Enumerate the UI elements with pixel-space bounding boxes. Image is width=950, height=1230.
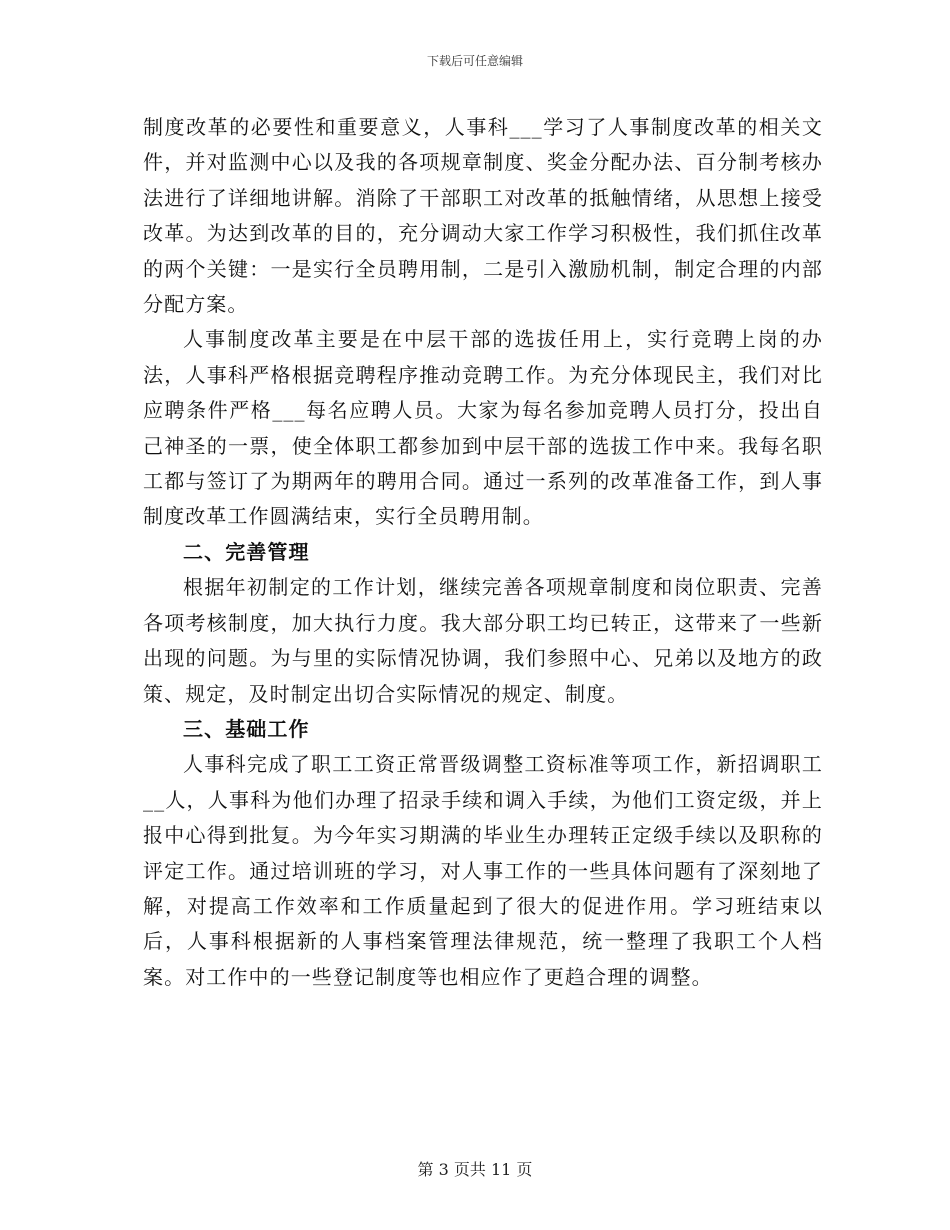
page-header: 下载后可任意编辑	[426, 54, 523, 68]
paragraph-basic-work: 人事科完成了职工工资正常晋级调整工资标准等项工作，新招调职工__人，人事科为他们办理了招录手续和调入手续，为他们工资定级，并上报中心得到批复。为今年实习期满的毕业生办理转正定级手续以及职称的评定工作。通过培训班的学习，对人事工作的一些具体问题有了深刻地了解，对提高工作效率和工作质量起到了很大的促进作用。学习班结束以后，人事科根据新的人事档案管理法律规范，统一整理了我职工个人档案。对工作中的一些登记制度等也相应作了更趋合理的调整。	[143, 752, 823, 989]
section-heading-basic-work: 三、基础工作	[183, 716, 310, 741]
paragraph-management: 根据年初制定的工作计划，继续完善各项规章制度和岗位职责、完善各项考核制度，加大执行力度。我大部分职工均已转正，这带来了一些新出现的问题。为与里的实际情况协调，我们参照中心、兄弟以及地方的政策、规定，及时制定出切合实际情况的规定、制度。	[143, 575, 823, 706]
page-number: 第 3 页共 11 页	[417, 1160, 533, 1179]
document-body	[143, 110, 823, 995]
section-heading-management: 二、完善管理	[183, 539, 310, 564]
paragraph-reform-significance: 制度改革的必要性和重要意义，人事科___学习了人事制度改革的相关文件，并对监测中心以及我的各项规章制度、奖金分配办法、百分制考核办法进行了详细地讲解。消除了干部职工对改革的抵触情绪，从思想上接受改革。为达到改革的目的，充分调动大家工作学习积极性，我们抓住改革的两个关键：一是实行全员聘用制，二是引入激励机制，制定合理的内部分配方案。	[143, 115, 823, 317]
paragraph-cadre-selection: 人事制度改革主要是在中层干部的选拔任用上，实行竞聘上岗的办法，人事科严格根据竞聘程序推动竞聘工作。为充分体现民主，我们对比应聘条件严格___每名应聘人员。大家为每名参加竞聘人员打分，投出自己神圣的一票，使全体职工都参加到中层干部的选拔工作中来。我每名职工都与签订了为期两年的聘用合同。通过一系列的改革准备工作，到人事制度改革工作圆满结束，实行全员聘用制。	[143, 327, 823, 529]
